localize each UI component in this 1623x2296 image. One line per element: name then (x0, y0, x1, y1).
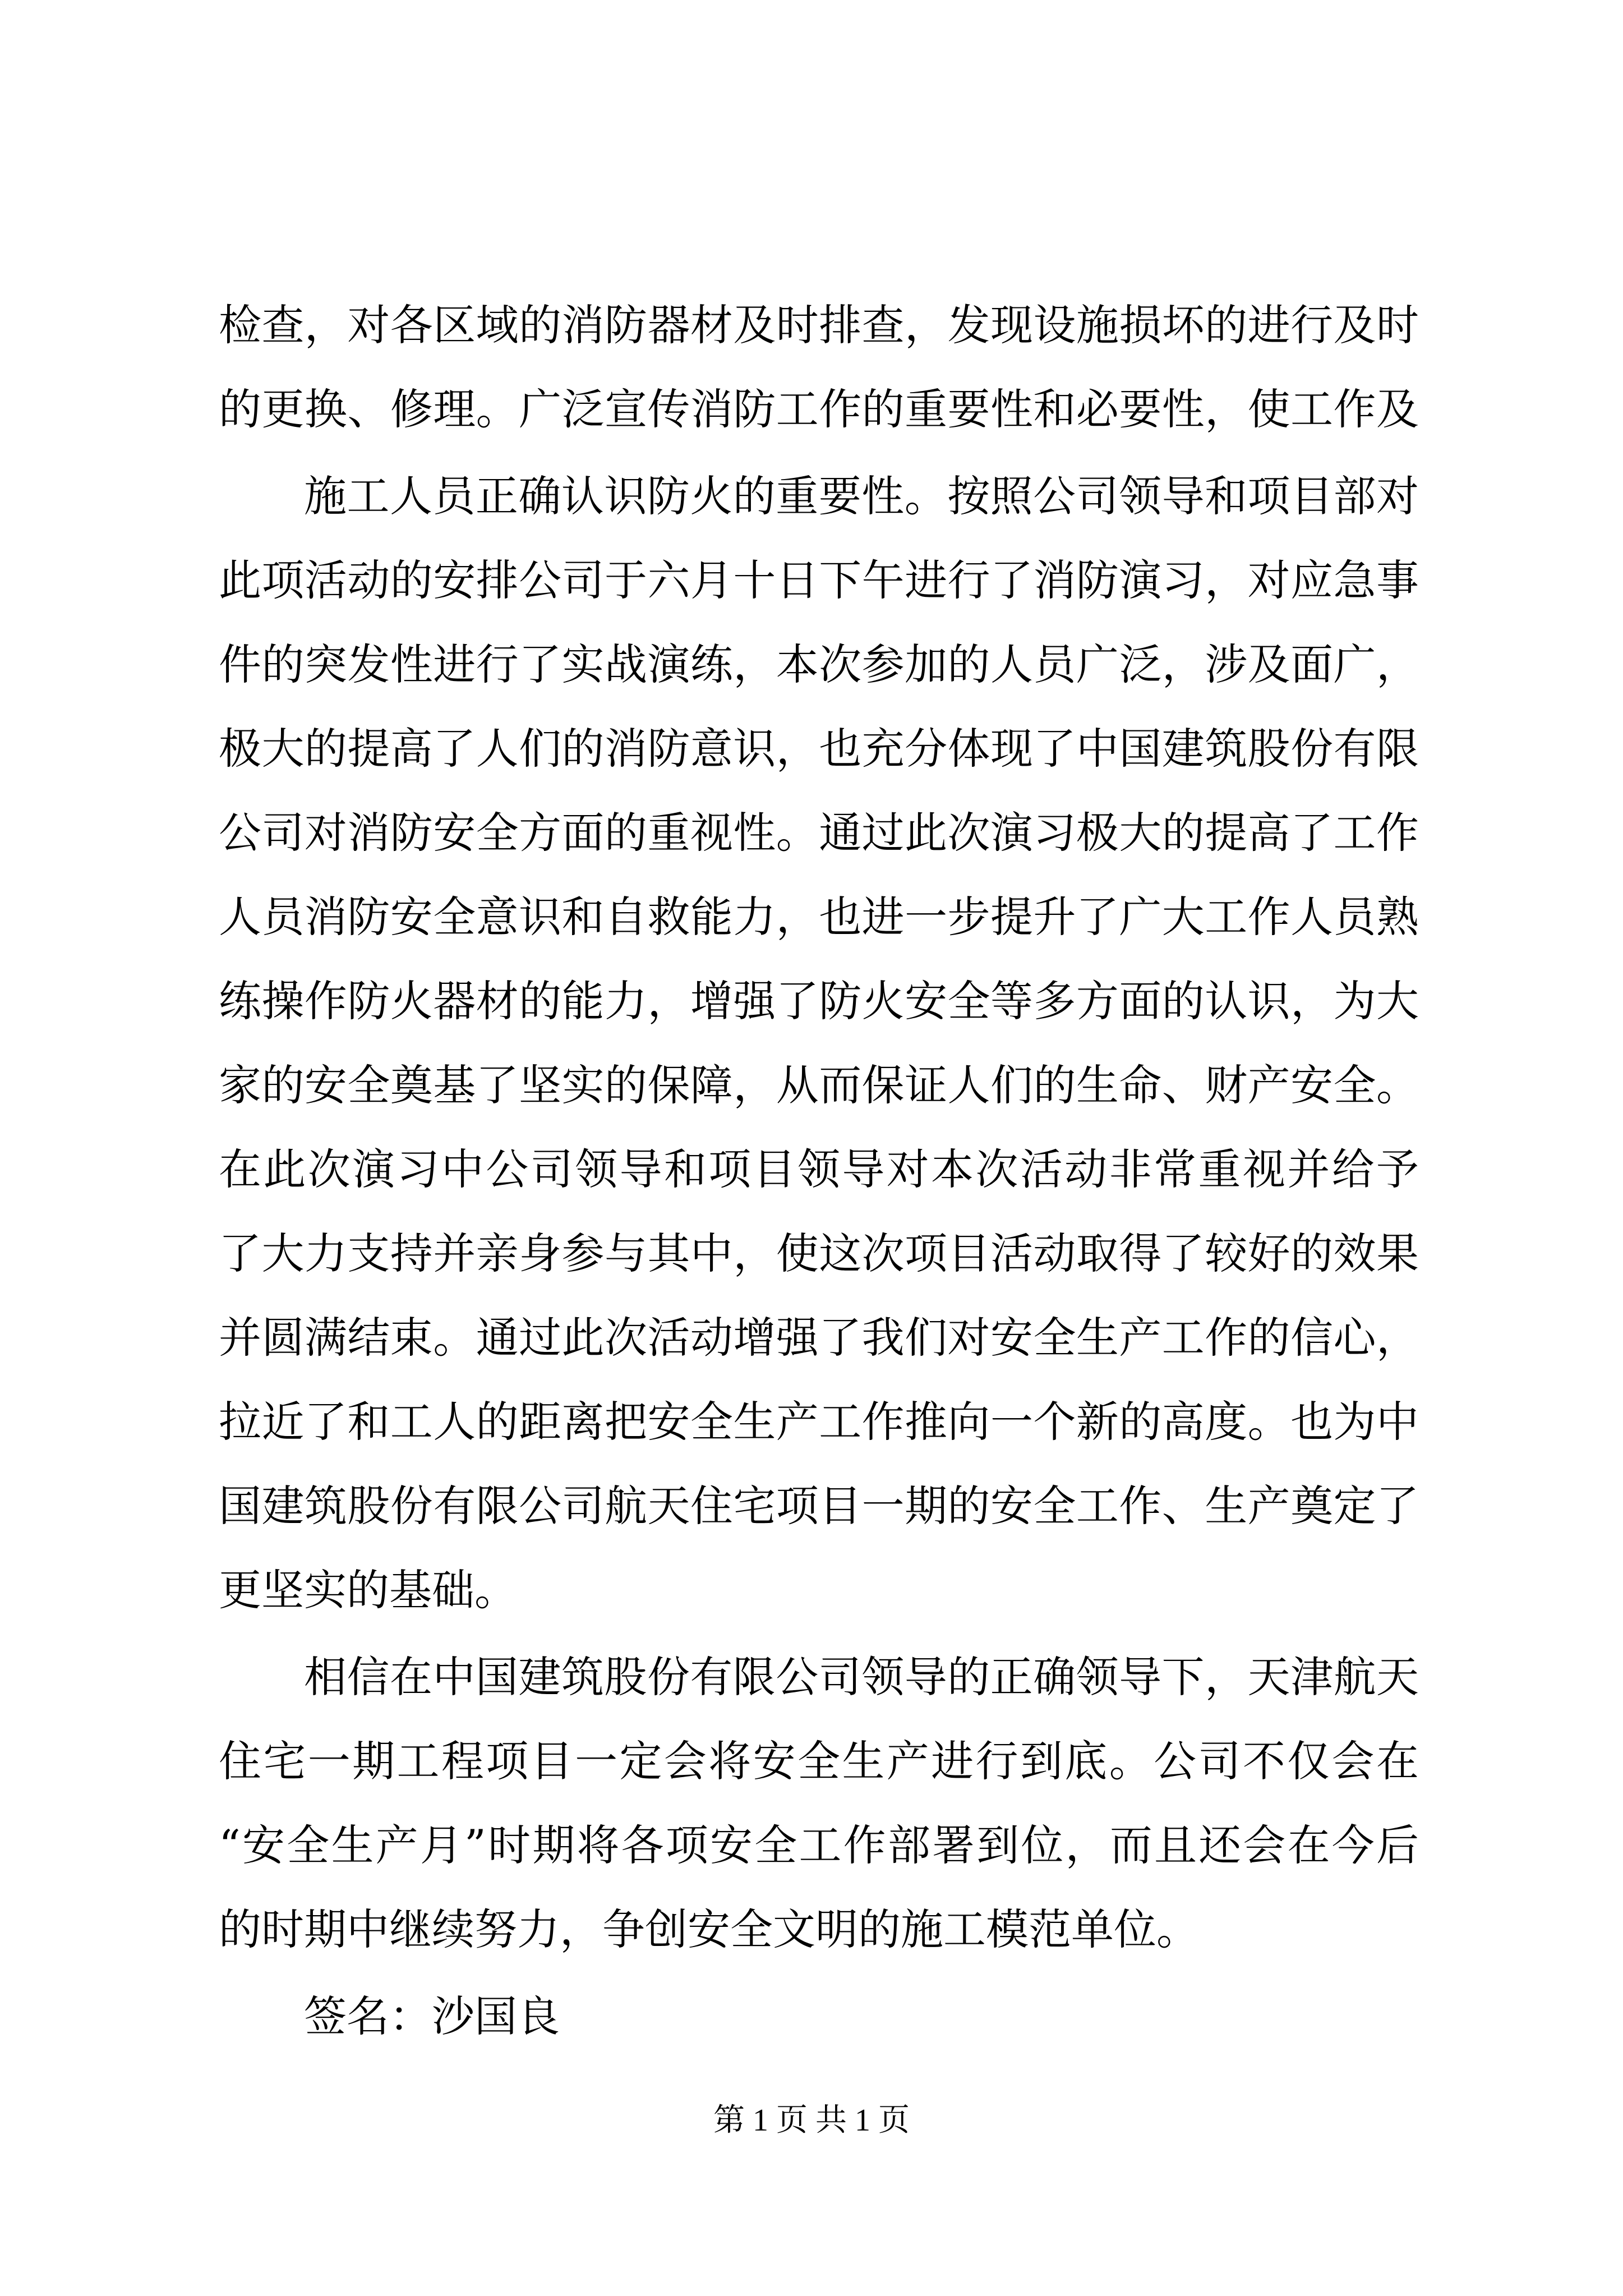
text-line: 极大的提高了人们的消防意识，也充分体现了中国建筑股份有限 (219, 724, 1419, 774)
text-line: 施工人员正确认识防火的重要性。按照公司领导和项目部对 (304, 471, 1419, 521)
text-line: 的更换、修理。广泛宣传消防工作的重要性和必要性，使工作及 (219, 384, 1419, 434)
text-line: 了大力支持并亲身参与其中，使这次项目活动取得了较好的效果 (219, 1228, 1419, 1278)
text-line: 的时期中继续努力，争创安全文明的施工模范单位。 (219, 1904, 1199, 1954)
text-line: 家的安全奠基了坚实的保障，从而保证人们的生命、财产安全。 (219, 1060, 1419, 1110)
text-line: 公司对消防安全方面的重视性。通过此次演习极大的提高了工作 (219, 808, 1419, 858)
text-line: 件的突发性进行了实战演练，本次参加的人员广泛，涉及面广， (219, 639, 1419, 689)
text-line: 并圆满结束。通过此次活动增强了我们对安全生产工作的信心， (219, 1313, 1419, 1363)
page-footer: 第 1 页 共 1 页 (713, 2103, 910, 2138)
signature-line: 签名：沙国良 (304, 1991, 560, 2041)
text-line: 相信在中国建筑股份有限公司领导的正确领导下，天津航天 (304, 1652, 1419, 1702)
text-line: 此项活动的安排公司于六月十日下午进行了消防演习，对应急事 (219, 555, 1419, 605)
text-line: 更坚实的基础。 (219, 1565, 517, 1615)
text-line: 国建筑股份有限公司航天住宅项目一期的安全工作、生产奠定了 (219, 1481, 1419, 1531)
text-line: 拉近了和工人的距离把安全生产工作推向一个新的高度。也为中 (219, 1397, 1419, 1447)
text-line: 住宅一期工程项目一定会将安全生产进行到底。公司不仅会在 (219, 1736, 1419, 1786)
text-line: 在此次演习中公司领导和项目领导对本次活动非常重视并给予 (219, 1144, 1419, 1194)
text-line: “安全生产月”时期将各项安全工作部署到位，而且还会在今后 (219, 1820, 1419, 1870)
text-line: 检查，对各区域的消防器材及时排查，发现设施损坏的进行及时 (219, 300, 1419, 350)
text-line: 人员消防安全意识和自救能力，也进一步提升了广大工作人员熟 (219, 892, 1419, 942)
text-line: 练操作防火器材的能力，增强了防火安全等多方面的认识，为大 (219, 976, 1419, 1026)
